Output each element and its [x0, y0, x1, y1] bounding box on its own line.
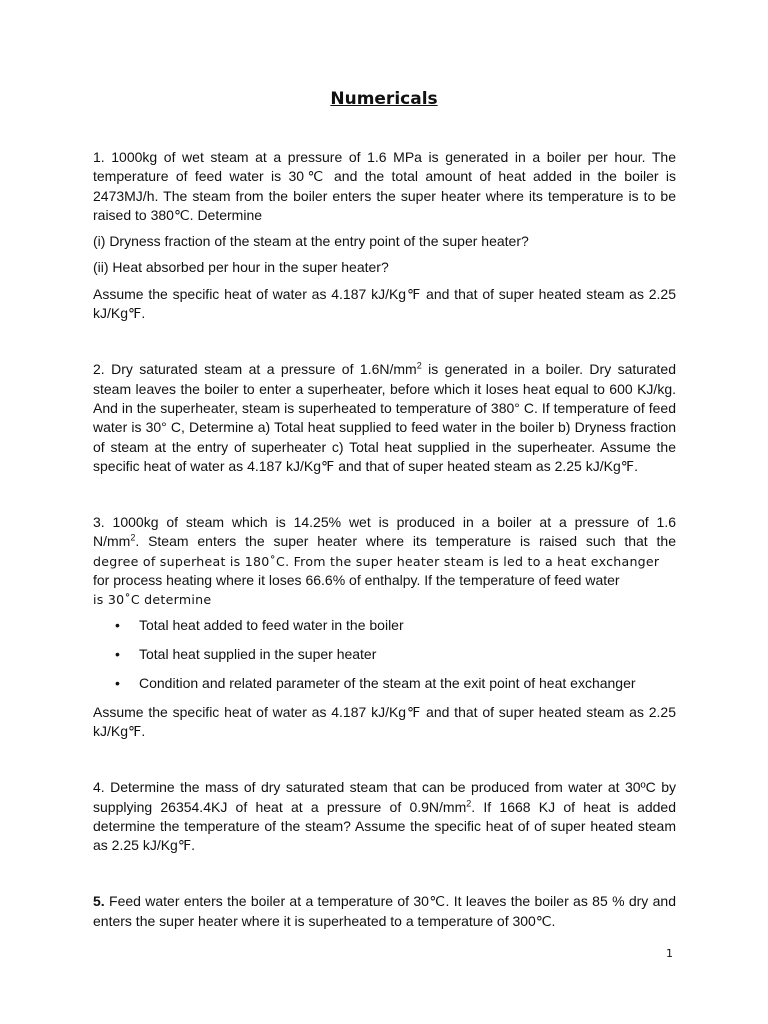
question-3-line-4: for process heating where it loses 66.6% of enthalpy. If the temperature of feed water [93, 572, 620, 589]
bullet-icon: • [115, 645, 120, 662]
question-3-line-1: 3. 1000kg of steam which is 14.25% wet is produced in a boiler at a pressure of 1.6 [93, 514, 676, 531]
question-1-part-i: (i) Dryness fraction of the steam at the entry point of the super heater? [93, 233, 529, 250]
page-number: 1 [666, 947, 673, 960]
list-item: • Total heat added to feed water in the boiler [115, 616, 404, 633]
question-3-line-3: degree of superheat is 180˚C. From the super heater steam is led to a heat exchanger [93, 553, 660, 569]
question-1-assumption: Assume the specific heat of water as 4.187 kJ/Kg℉ and that of super heated steam as 2.25 kJ/Kg℉. [93, 285, 676, 322]
question-3 [93, 513, 676, 741]
document-body [93, 148, 676, 931]
question-2 [93, 360, 676, 476]
question-5-text: 5. Feed water enters the boiler at a temperature of 30℃. It leaves the boiler as 85 % dry and enters the super heater where it is superheated to a temperature of 300℃. [93, 893, 676, 929]
page-title: Numericals [330, 89, 438, 109]
question-3-line-5: is 30˚C determine [93, 592, 212, 608]
bullet-icon: • [115, 616, 120, 633]
question-3-line-2: $N/mm^2$. Steam enters the super heater where its temperature is raised such that the [93, 532, 676, 550]
question-1 [93, 148, 676, 323]
question-1-text: 1. 1000kg of wet steam at a pressure of 1.6 MPa is generated in a boiler per hour. The temperature of feed water is 30℃ and the total amount of heat added in the boiler is 2473MJ/h. The steam from the boiler enters the super heater where its temperature is to be raised to 380℃. Determine [93, 149, 676, 223]
question-1-part-ii: (ii) Heat absorbed per hour in the super heater? [93, 259, 389, 276]
superscript: 2 [130, 532, 136, 543]
question-2-text: 2. Dry saturated steam at a pressure of $1.6N/mm^2$ is generated in a boiler. Dry saturated steam leaves the boiler to enter a superheater, before which it loses heat equal to 600 KJ/kg. And in the superheater, steam is superheated to temperature of 380° C. If temperature of feed water is 30° C, Determine a) Total heat supplied to feed water in the boiler b) Dryness fraction of steam at the entry of superheater c) Total heat supplied in the superheater. Assume the specific heat of water as 4.187 kJ/Kg℉ and that of super heated steam as 2.25 kJ/Kg℉. [93, 360, 676, 474]
superscript: 2 [466, 797, 472, 808]
question-5 [93, 892, 676, 931]
question-3-assumption: Assume the specific heat of water as 4.187 kJ/Kg℉ and that of super heated steam as 2.25 kJ/Kg℉. [93, 703, 676, 739]
question-3-bullet-list [93, 616, 676, 703]
list-item: • Total heat supplied in the super heater [115, 645, 377, 662]
superscript: 2 [416, 360, 422, 371]
question-4-text: 4. Determine the mass of dry saturated steam that can be produced from water at 30ºC by supplying 26354.4KJ of heat at a pressure of $0.9N/mm^2$. If 1668 KJ of heat is added determine the temperature of the steam? Assume the specific heat of of super heated steam as 2.25 kJ/Kg℉. [93, 779, 677, 854]
list-item: • Condition and related parameter of the steam at the exit point of heat exchanger [115, 674, 636, 691]
question-4 [93, 778, 676, 855]
bullet-icon: • [115, 674, 120, 691]
